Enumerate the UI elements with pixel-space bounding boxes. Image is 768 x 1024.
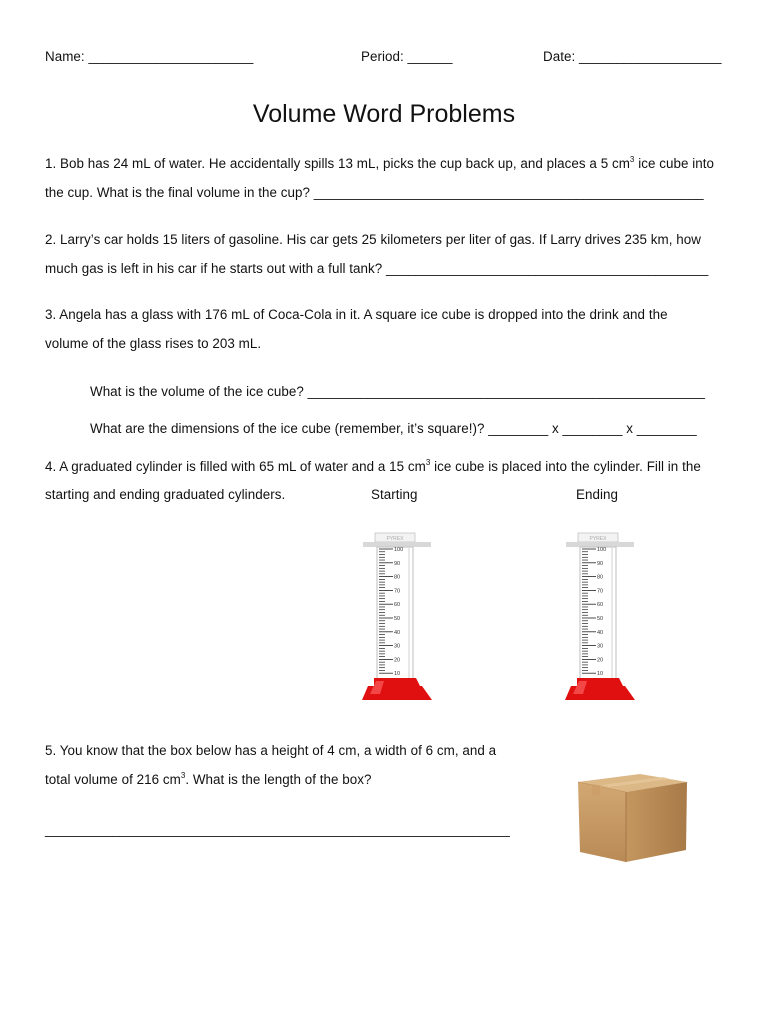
cylinder-brand-label: PYREX xyxy=(589,536,607,542)
date-field: Date: ___________________ xyxy=(543,49,722,64)
page-title: Volume Word Problems xyxy=(252,100,516,128)
tick-label: 40 xyxy=(597,629,604,636)
question-5-answer-line: ______________________________________________________________ xyxy=(45,822,510,837)
tick-label: 80 xyxy=(597,574,604,581)
tick-label: 20 xyxy=(597,657,604,664)
question-3-line-1: 3. Angela has a glass with 176 mL of Coca-Cola in it. A square ice cube is dropped into the drink and the xyxy=(45,307,668,322)
name-field: Name: ______________________ xyxy=(45,49,254,64)
cardboard-box-image xyxy=(574,764,692,864)
ending-label: Ending xyxy=(576,487,618,502)
question-3-sub-b: What are the dimensions of the ice cube (remember, it’s square!)? ________ x ________ x ________ xyxy=(90,421,697,436)
starting-graduated-cylinder xyxy=(360,530,434,702)
question-5-line-2: total volume of 216 $cm^3$. What is the length of the box? xyxy=(45,770,372,787)
question-4-line-2: starting and ending graduated cylinders. xyxy=(45,487,286,502)
tick-label: 50 xyxy=(394,616,401,622)
question-4-line-1: 4. A graduated cylinder is filled with 65 mL of water and a 15 $cm^3$ ice cube is placed into the cylinder. Fill in the xyxy=(45,457,701,474)
ending-graduated-cylinder xyxy=(563,530,637,702)
tick-label: 30 xyxy=(597,643,604,650)
tick-label: 40 xyxy=(394,629,401,636)
question-1-line-1: 1. Bob has 24 mL of water. He accidentally spills 13 mL, picks the cup back up, and places a 5 $cm^3$ ice cube into xyxy=(45,154,715,171)
tick-label: 70 xyxy=(394,588,401,595)
tick-label: 30 xyxy=(394,643,401,650)
starting-label: Starting xyxy=(371,487,418,502)
question-1-line-2: the cup. What is the final volume in the cup? ____________________________________________________ xyxy=(45,185,704,200)
cylinder-brand-label: PYREX xyxy=(386,536,404,542)
question-5-line-1: 5. You know that the box below has a height of 4 cm, a width of 6 cm, and a xyxy=(45,743,497,758)
question-2-line-2: much gas is left in his car if he starts out with a full tank? ___________________________________________ xyxy=(45,261,709,276)
question-2-line-1: 2. Larry’s car holds 15 liters of gasoline. His car gets 25 kilometers per liter of gas. If Larry drives 235 km, how xyxy=(45,232,702,247)
tick-label: 20 xyxy=(394,657,401,664)
tick-label: 60 xyxy=(394,602,401,609)
tick-label: 10 xyxy=(394,671,401,678)
tick-label: 50 xyxy=(597,616,604,622)
question-3-sub-a: What is the volume of the ice cube? _____________________________________________________ xyxy=(90,384,706,399)
tick-label: 80 xyxy=(394,574,401,581)
tick-label: 100 xyxy=(597,547,607,553)
tick-label: 10 xyxy=(597,671,604,678)
tick-label: 70 xyxy=(597,588,604,595)
period-field: Period: ______ xyxy=(361,49,453,64)
tick-label: 90 xyxy=(597,560,604,567)
tick-label: 90 xyxy=(394,560,401,567)
tick-label: 60 xyxy=(597,602,604,609)
tick-label: 100 xyxy=(394,547,404,553)
question-3-line-2: volume of the glass rises to 203 mL. xyxy=(45,336,262,351)
